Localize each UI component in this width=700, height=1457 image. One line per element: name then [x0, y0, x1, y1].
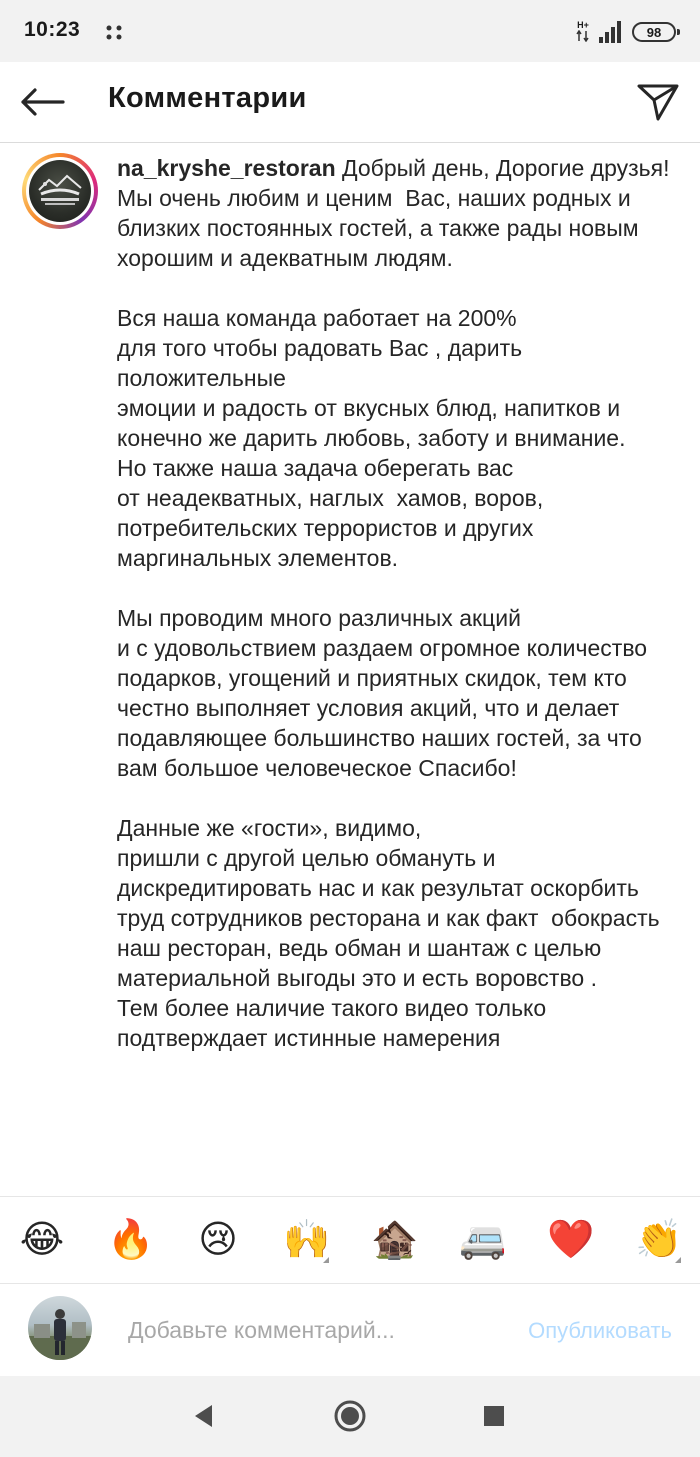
system-nav-bar	[0, 1376, 700, 1457]
arrow-left-icon	[19, 87, 65, 117]
emoji-quick-bar	[0, 1196, 700, 1284]
emoji-crying[interactable]: 😢	[198, 1219, 238, 1261]
triangle-back-icon	[192, 1403, 216, 1429]
skin-tone-indicator-icon	[323, 1257, 329, 1263]
status-time: 10:23	[24, 18, 81, 41]
battery-icon	[632, 22, 676, 42]
battery-level: 98	[646, 24, 662, 40]
emoji-fire[interactable]: 🔥	[107, 1219, 155, 1261]
comment-bar	[0, 1284, 700, 1376]
logo-graphic	[29, 160, 91, 222]
status-indicators	[576, 18, 676, 46]
emoji-house[interactable]: 🏚️	[371, 1219, 419, 1261]
nav-home-button[interactable]	[332, 1398, 368, 1434]
network-type	[576, 20, 590, 44]
caption-body: Добрый день, Дорогие друзья! Мы очень любим и ценим Вас, наших родных и близких постоянных гостей, а также рады новым хорошим и адекватным людям. Вся наша команда работает на 200% для того чтобы радовать Вас , дарить положительные эмоции и радость от вкусных блюд, напитков и конечно же дарить любовь, заботу и внимание. Но также наша задача оберегать вас от неадекватных, наглых хамов, воров, потребительских террористов и других маргинальных элементов. Мы проводим много различных акций и с удовольствием раздаем огромное количество подарков, угощений и приятных скидок, тем кто честно выполняет условия акций, что и делает подавляющее большинство наших гостей, за что вам большое человеческое Спасибо! Данные же «гости», видимо, пришли с другой целью обмануть и дискредитировать нас и как результат оскорбить труд сотрудников ресторана и как факт обокрасть наш ресторан, ведь обман и шантаж с целью материальной выгоды это и есть воровство . Тем более наличие такого видео только подтверждает истинные намерения	[117, 155, 670, 1051]
caption-username[interactable]: na_kryshe_restoran	[117, 155, 336, 181]
back-button[interactable]	[16, 78, 68, 126]
caption-text	[117, 153, 677, 1053]
user-photo-icon	[28, 1296, 92, 1360]
emoji-raised-hands[interactable]	[283, 1217, 329, 1263]
share-button[interactable]	[632, 76, 684, 128]
circle-home-icon	[332, 1398, 368, 1434]
nav-back-button[interactable]	[186, 1398, 222, 1434]
emoji-laughing[interactable]: 😂	[19, 1219, 65, 1261]
emoji-heart[interactable]: ❤️	[547, 1219, 595, 1261]
caption-area	[0, 143, 700, 1196]
skin-tone-indicator-icon	[675, 1257, 681, 1263]
avatar-border	[26, 157, 94, 225]
publish-button[interactable]: Опубликовать	[528, 1318, 672, 1343]
emoji-raised-hands-glyph: 🙌	[283, 1219, 331, 1261]
signal-icon	[598, 21, 624, 43]
paper-plane-icon	[636, 82, 680, 122]
user-avatar	[28, 1296, 92, 1360]
emoji-clapping[interactable]	[635, 1217, 681, 1263]
square-recents-icon	[482, 1404, 506, 1428]
comment-input[interactable]	[128, 1308, 488, 1352]
restaurant-avatar[interactable]	[22, 153, 98, 229]
emoji-van[interactable]: 🚐	[459, 1219, 507, 1261]
page-title: Комментарии	[108, 82, 307, 114]
notification-dots-icon	[104, 22, 124, 42]
emoji-clapping-glyph: 👏	[635, 1219, 683, 1261]
status-bar	[0, 0, 700, 62]
restaurant-logo-icon	[29, 160, 91, 222]
nav-recents-button[interactable]	[476, 1398, 512, 1434]
header	[0, 62, 700, 143]
network-type-label: H+	[577, 20, 589, 30]
data-arrows-icon	[576, 30, 590, 42]
